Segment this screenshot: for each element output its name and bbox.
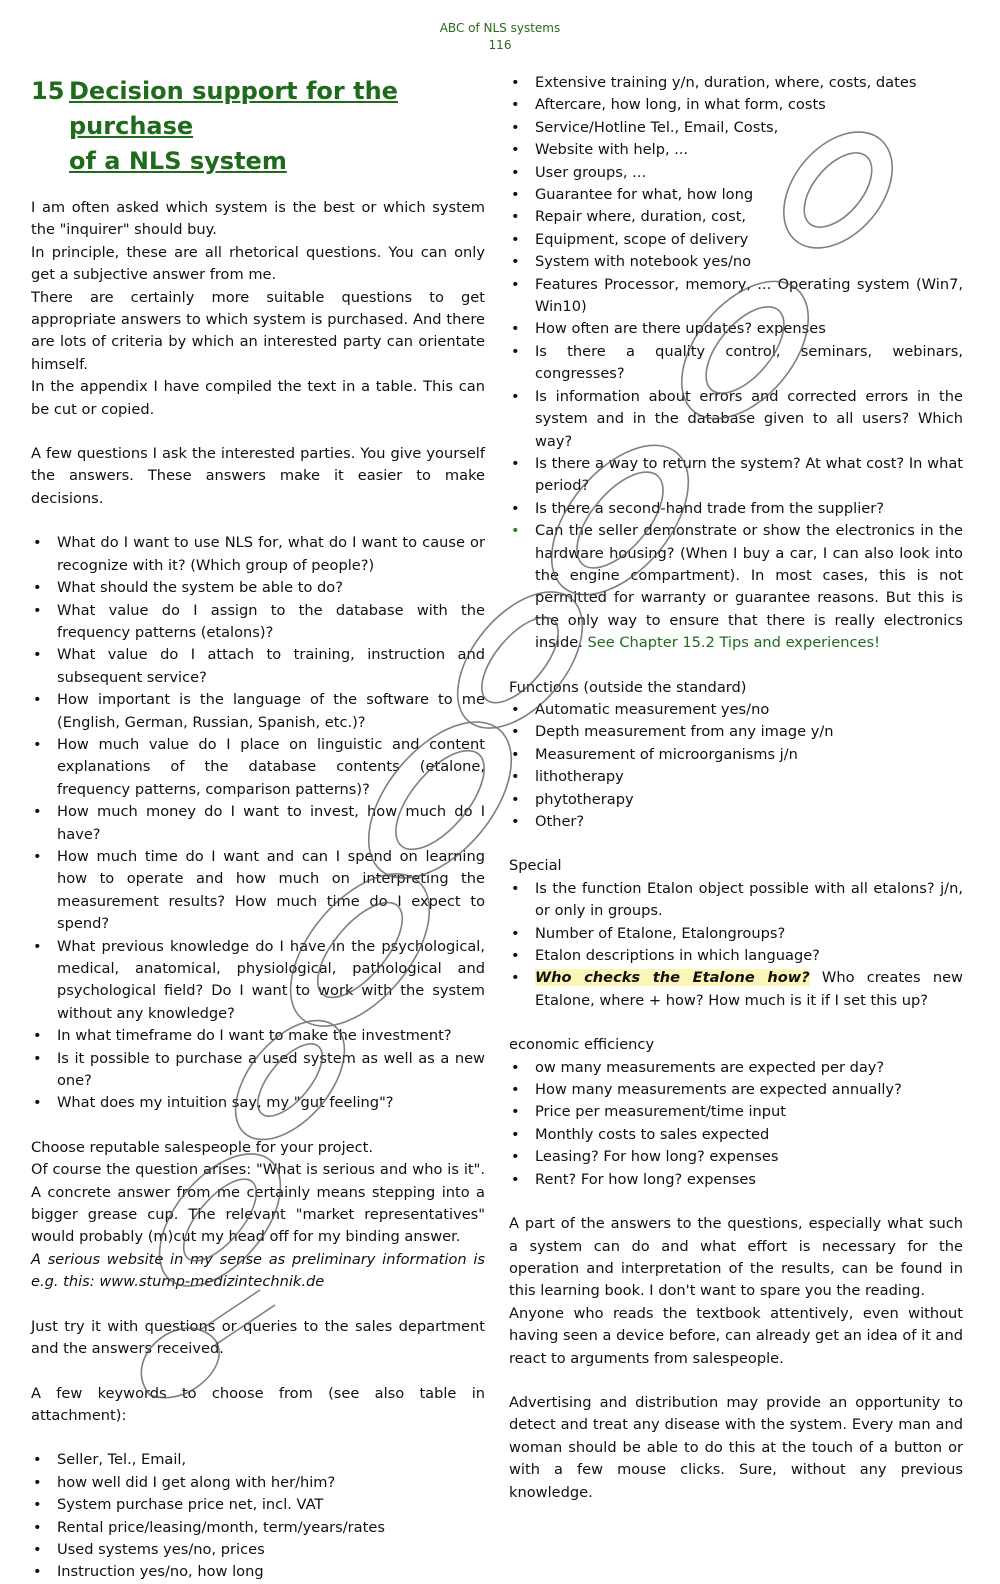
- intro-paragraph: In principle, these are all rhetorical questions. You can only get a subjective answer from me.: [31, 243, 485, 284]
- list-item: • Measurement of microorganisms j/n: [509, 744, 963, 766]
- list-item: • What do I want to use NLS for, what do I want to cause or recognize with it? (Which group of people?): [31, 532, 485, 577]
- list-item: • Is information about errors and corrected errors in the system and in the database given to all users? Which way?: [509, 386, 963, 453]
- list-item: • Seller, Tel., Email,: [31, 1449, 485, 1471]
- list-item: • lithotherapy: [509, 766, 963, 788]
- website-note-text: A serious website in my sense as preliminary information is e.g. this: www.stump-medizintechnik.de: [31, 1250, 485, 1291]
- list-item: • Monthly costs to sales expected: [509, 1124, 963, 1146]
- special-list: [509, 878, 963, 1012]
- list-item: • Depth measurement from any image y/n: [509, 721, 963, 743]
- highlighted-question: Who checks the Etalone how?: [535, 969, 810, 987]
- list-item: • User groups, ...: [509, 162, 963, 184]
- list-item: • Is the function Etalon object possible with all etalons? j/n, or only in groups.: [509, 878, 963, 923]
- list-item: • Guarantee for what, how long: [509, 184, 963, 206]
- website-note: [31, 1249, 485, 1294]
- intro-paragraph: There are certainly more suitable questions to get appropriate answers to which system is purchased. And there are lots of criteria by which an interested party can orientate himself.: [31, 288, 485, 373]
- list-item: • Equipment, scope of delivery: [509, 229, 963, 251]
- sales-paragraph: Choose reputable salespeople for your project.: [31, 1138, 374, 1156]
- list-item: • What does my intuition say, my "gut feeling"?: [31, 1092, 485, 1114]
- advertising-paragraph: Advertising and distribution may provide an opportunity to detect and treat any disease with the system. Every man and woman should be able to do this at the touch of a button or with a few mouse clicks. Sure, without any previous knowledge.: [509, 1393, 963, 1501]
- list-item: • Extensive training y/n, duration, where, costs, dates: [509, 72, 963, 94]
- list-item: • System purchase price net, incl. VAT: [31, 1494, 485, 1516]
- chapter-title-line1: Decision support for the purchase: [69, 77, 398, 140]
- chapter-heading: [31, 74, 485, 179]
- list-item: • Etalon descriptions in which language?: [509, 945, 963, 967]
- list-item: • Is it possible to purchase a used system as well as a new one?: [31, 1048, 485, 1093]
- list-item-seller-demo: [509, 520, 963, 654]
- list-item: • Is there a quality control, seminars, webinars, congresses?: [509, 341, 963, 386]
- page-number: 116: [488, 38, 512, 52]
- chapter-number: 15: [31, 77, 65, 105]
- list-item: • Other?: [509, 811, 963, 833]
- closing-paragraph: Anyone who reads the textbook attentively, even without having seen a device before, can already get an idea of it and react to arguments from salespeople.: [509, 1304, 963, 1367]
- list-item: • How often are there updates? expenses: [509, 318, 963, 340]
- list-item: • Price per measurement/time input: [509, 1101, 963, 1123]
- list-item: • In what timeframe do I want to make the investment?: [31, 1025, 485, 1047]
- list-item: • How much time do I want and can I spend on learning how to operate and how much on interpreting the measurement results? How much time do I expect to spend?: [31, 846, 485, 936]
- economic-title: economic efficiency: [509, 1036, 655, 1054]
- intro-paragraph: I am often asked which system is the best or which system the "inquirer" should buy.: [31, 199, 485, 239]
- sales-paragraph: Of course the question arises: "What is serious and who is it". A concrete answer from me certainly means stepping into a bigger grease cup. The relevant "market representatives" would probably (m)cut my head off for my binding answer.: [31, 1161, 485, 1246]
- keywords-intro: A few keywords to choose from (see also table in attachment):: [31, 1384, 485, 1424]
- questions-intro: A few questions I ask the interested parties. You give yourself the answers. These answers make it easier to make decisions.: [31, 445, 485, 507]
- list-item: • Is there a way to return the system? At what cost? In what period?: [509, 453, 963, 498]
- list-item: • Is there a second-hand trade from the supplier?: [509, 498, 963, 520]
- list-item: • Used systems yes/no, prices: [31, 1539, 485, 1561]
- list-item: • Leasing? For how long? expenses: [509, 1146, 963, 1168]
- left-column: [31, 70, 485, 1584]
- right-column: [509, 72, 963, 1504]
- list-item: • how well did I get along with her/him?: [31, 1472, 485, 1494]
- try-it-paragraph: Just try it with questions or queries to the sales department and the answers received.: [31, 1317, 485, 1358]
- list-item: • System with notebook yes/no: [509, 251, 963, 273]
- list-item: • Website with help, ...: [509, 139, 963, 161]
- list-item: • Number of Etalone, Etalongroups?: [509, 923, 963, 945]
- list-item: • How many measurements are expected annually?: [509, 1079, 963, 1101]
- list-item: • What should the system be able to do?: [31, 577, 485, 599]
- list-item: • Rent? For how long? expenses: [509, 1169, 963, 1191]
- list-item: • Aftercare, how long, in what form, costs: [509, 94, 963, 116]
- chapter-title-line2: of a NLS system: [69, 147, 287, 175]
- chapter-reference-link[interactable]: See Chapter 15.2 Tips and experiences!: [587, 634, 880, 652]
- list-item: • Instruction yes/no, how long: [31, 1561, 485, 1583]
- seller-demo-text: Can the seller demonstrate or show the electronics in the hardware housing? (When I buy a car, I can also look into the engine compartment). In most cases, this is not permitted for warranty or guarantee reasons. But this is the only way to ensure that there is really electronics inside.: [535, 522, 963, 652]
- list-item: • Rental price/leasing/month, term/years/rates: [31, 1517, 485, 1539]
- list-item: • Automatic measurement yes/no: [509, 699, 963, 721]
- keywords-list-continued: [509, 72, 963, 655]
- functions-title: Functions (outside the standard): [509, 678, 747, 696]
- running-title: ABC of NLS systems: [439, 21, 561, 35]
- special-last-text: Who creates new Etalone, where + how? How much is it if I set this up?: [535, 969, 963, 1009]
- list-item: • How much money do I want to invest, how much do I have?: [31, 801, 485, 846]
- list-item: • Features Processor, memory, ... Operating system (Win7, Win10): [509, 274, 963, 319]
- special-title: Special: [509, 857, 562, 875]
- closing-paragraph: A part of the answers to the questions, especially what such a system can do and what effort is necessary for the operation and interpretation of the results, can be found in this learning book. I don't want to spare you the reading.: [509, 1215, 963, 1300]
- intro-paragraph: In the appendix I have compiled the text in a table. This can be cut or copied.: [31, 378, 485, 418]
- page-header: [0, 20, 1000, 54]
- list-item: • How much value do I place on linguistic and content explanations of the database contents (etalone, frequency patterns, comparison patterns)?: [31, 734, 485, 801]
- list-item-highlight: [509, 967, 963, 1012]
- list-item: • How important is the language of the software to me (English, German, Russian, Spanish, etc.)?: [31, 689, 485, 734]
- list-item: • phytotherapy: [509, 789, 963, 811]
- keywords-list: [31, 1449, 485, 1583]
- list-item: • What value do I assign to the database with the frequency patterns (etalons)?: [31, 600, 485, 645]
- list-item: • Service/Hotline Tel., Email, Costs,: [509, 117, 963, 139]
- list-item: • Repair where, duration, cost,: [509, 206, 963, 228]
- functions-list: [509, 699, 963, 833]
- list-item: • What previous knowledge do I have in the psychological, medical, anatomical, physiological, pathological and psychological field? Do I want to work with the system without any knowledge?: [31, 936, 485, 1026]
- questions-list: [31, 532, 485, 1115]
- economic-list: [509, 1057, 963, 1191]
- list-item: • ow many measurements are expected per day?: [509, 1057, 963, 1079]
- list-item: • What value do I attach to training, instruction and subsequent service?: [31, 644, 485, 689]
